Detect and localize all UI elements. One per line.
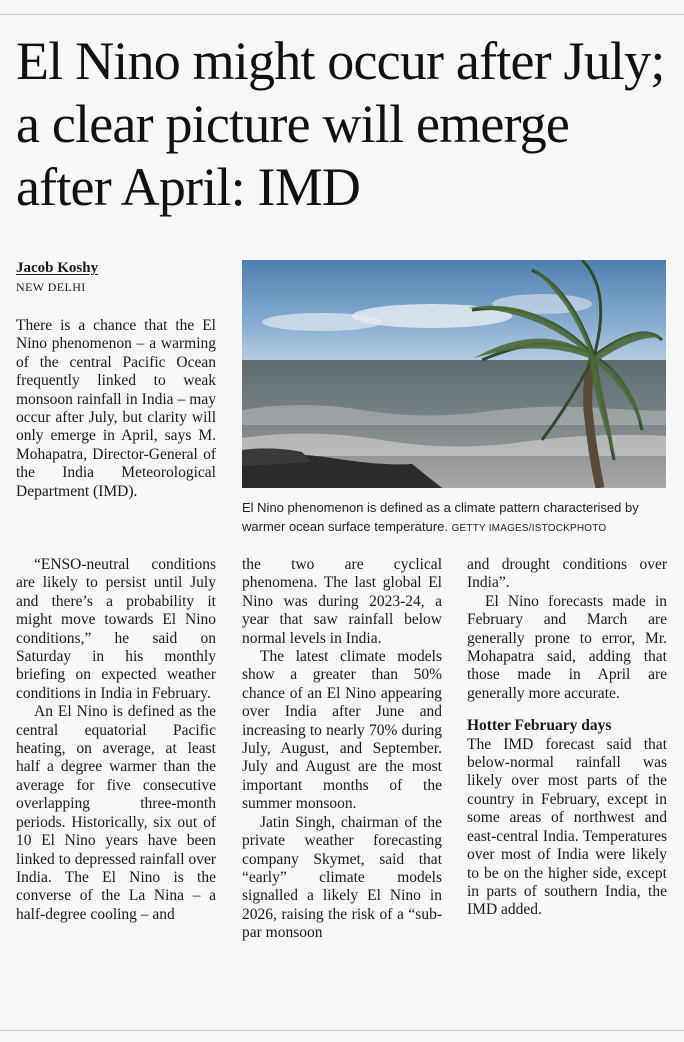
headline: El Nino might occur after July; a clear picture will emerge after April: IMD [16, 31, 665, 217]
paragraph: The IMD forecast said that below-normal rainfall was likely over most parts of the country in February, except in some areas of northwest and east-central India. Temperatures over most of India were likely to be on the higher side, except in parts of southern India, the IMD added. [467, 735, 667, 919]
paragraph: The latest climate models show a greater than 50% chance of an El Nino appearing over India after June and increasing to nearly 70% during July, August, and September. July and August are the most important months of the summer monsoon. [242, 648, 442, 813]
byline [16, 259, 98, 295]
article-column-1-top [16, 317, 216, 501]
subhead: Hotter February days [467, 717, 612, 735]
article-column-2 [242, 556, 442, 943]
photo-caption [242, 498, 666, 538]
bottom-rule [0, 1030, 684, 1031]
paragraph: “ENSO-neutral conditions are likely to persist until July and there’s a probability it might move towards El Nino conditions,” he said on Saturday in his monthly briefing on expected weather conditions in India in February. [16, 556, 216, 702]
dateline: NEW DELHI [16, 280, 86, 294]
paragraph-continued: the two are cyclical phenomena. The last global El Nino was during 2023-24, a year that saw rainfall below normal levels in India. [242, 556, 442, 647]
article-column-1 [16, 556, 216, 924]
caption-text: El Nino phenomenon is defined as a climate pattern characterised by warmer ocean surface temperature. [242, 500, 639, 534]
paragraph: An El Nino is defined as the central equatorial Pacific heating, on average, at least half a degree warmer than the average for five consecutive overlapping three-month periods. Historically, six out of 10 El Nino years have been linked to depressed rainfall over India. The El Nino is the converse of the La Nina – a half-degree cooling – and [16, 703, 216, 923]
paragraph-continued: and drought conditions over India”. [467, 556, 667, 592]
article-photo [242, 260, 666, 488]
author-name[interactable]: Jacob Koshy [16, 260, 99, 276]
top-rule [0, 14, 684, 15]
paragraph: Jatin Singh, chairman of the private weather forecasting company Skymet, said that “early” climate models signalled a likely El Nino in 2026, raising the risk of a “sub-par monsoon [242, 813, 442, 942]
article-column-3 [467, 556, 667, 920]
photo-illustration [242, 260, 666, 488]
lead-paragraph: There is a chance that the El Nino phenomenon – a warming of the central Pacific Ocean frequently linked to weak monsoon rainfall in India – may occur after July, but clarity will only emerge in April, says M. Mohapatra, Director-General of the India Meteorological Department (IMD). [16, 317, 216, 500]
photo-credit: GETTY IMAGES/ISTOCKPHOTO [451, 523, 607, 534]
paragraph: El Nino forecasts made in February and March are generally prone to error, Mr. Mohapatra said, adding that those made in April are generally more accurate. [467, 592, 667, 702]
